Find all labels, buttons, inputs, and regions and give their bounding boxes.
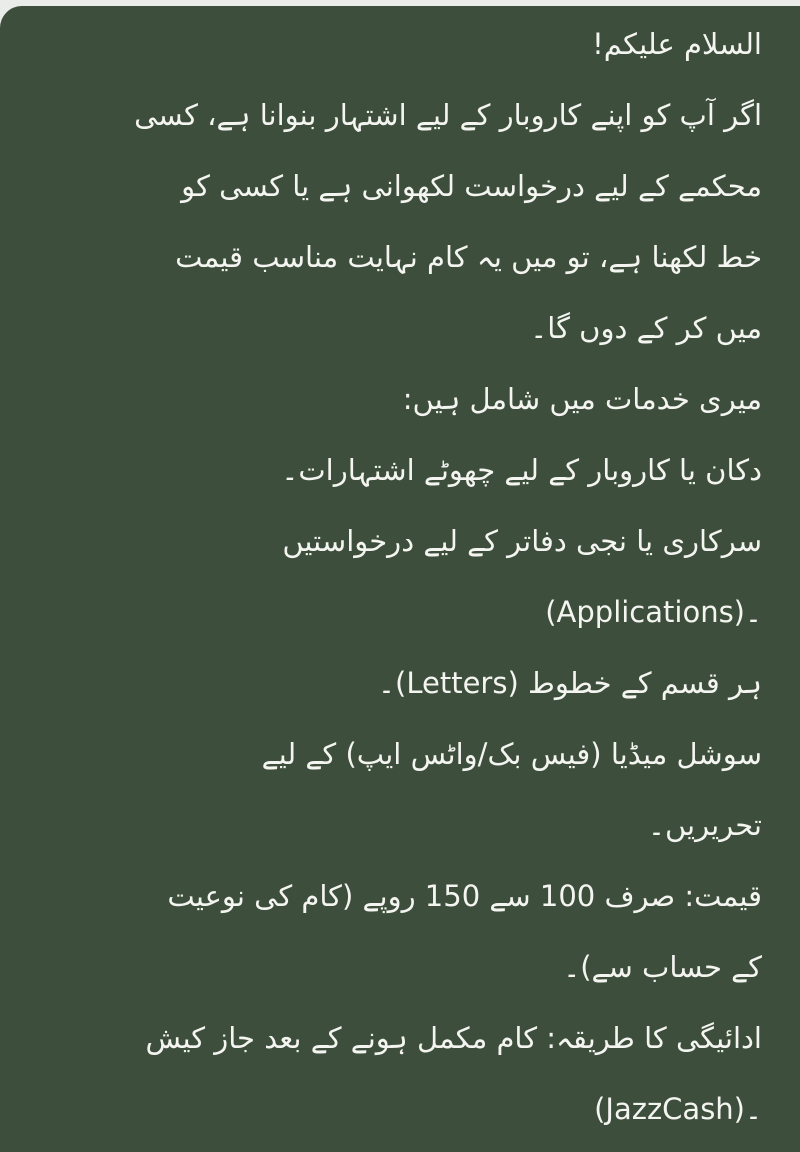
message-line: السلام علیکم!	[592, 27, 762, 61]
message-line: میری خدمات میں شامل ہیں:	[402, 382, 762, 416]
message-line: ادائیگی کا طریقہ: کام مکمل ہونے کے بعد جاز کیش	[145, 1021, 762, 1055]
message-bubble	[0, 6, 800, 1152]
message-line: محکمے کے لیے درخواست لکھوانی ہے یا کسی کو	[181, 169, 762, 203]
message-line: میں کر کے دوں گا۔	[530, 311, 762, 345]
message-line: سوشل میڈیا (فیس بک/واٹس ایپ) کے لیے	[261, 737, 762, 771]
message-line: تحریریں۔	[647, 808, 762, 842]
message-line: اگر آپ کو اپنے کاروبار کے لیے اشتہار بنوانا ہے، کسی	[134, 98, 762, 132]
message-line: قیمت: صرف 100 سے 150 روپے (کام کی نوعیت	[167, 879, 762, 913]
message-line: کے حساب سے)۔	[563, 950, 762, 984]
message-line: ہر قسم کے خطوط (Letters)۔	[378, 666, 762, 700]
message-line: دکان یا کاروبار کے لیے چھوٹے اشتہارات۔	[281, 453, 762, 487]
message-line: (JazzCash)۔	[594, 1092, 762, 1126]
message-line: (Applications)۔	[545, 595, 762, 629]
message-line: سرکاری یا نجی دفاتر کے لیے درخواستیں	[282, 524, 762, 558]
message-line: خط لکھنا ہے، تو میں یہ کام نہایت مناسب قیمت	[175, 240, 762, 274]
